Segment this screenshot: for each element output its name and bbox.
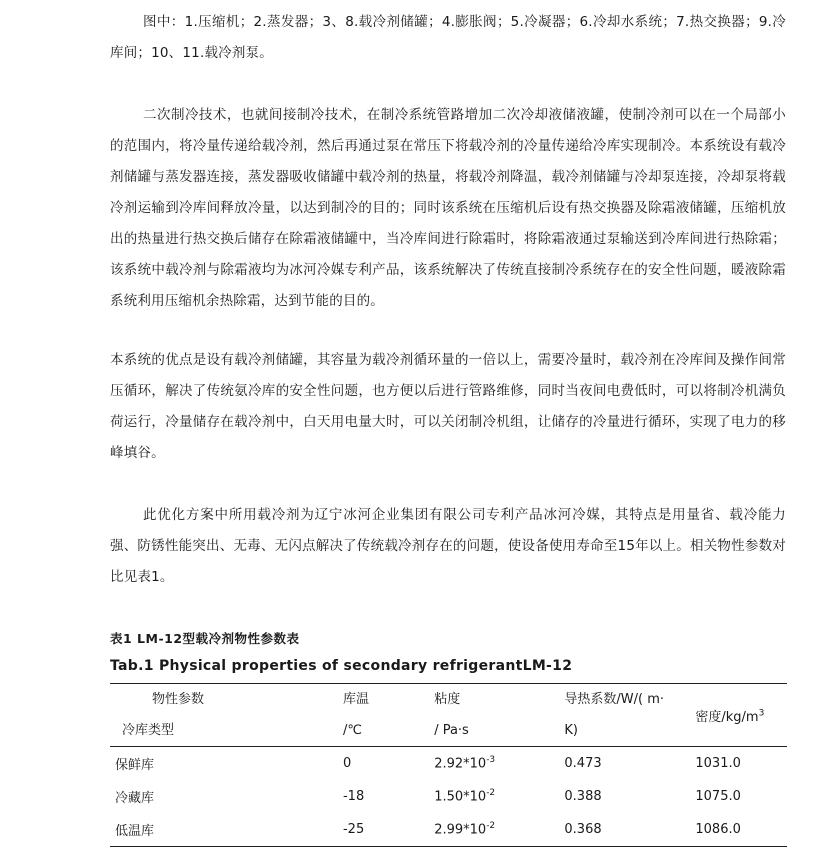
cell-viscosity	[434, 780, 564, 813]
header-temperature-unit: /℃	[342, 723, 362, 738]
viscosity-exponent: -2	[486, 788, 496, 799]
viscosity-exponent: -2	[486, 821, 496, 832]
header-density-label: 密度/kg/m	[695, 709, 759, 725]
header-cold-store-type: 冷库类型	[122, 723, 175, 738]
header-conductivity-label: 导热系数/W/( m·	[564, 692, 665, 707]
header-viscosity-label: 粘度	[434, 692, 461, 707]
table-row	[110, 780, 787, 813]
header-temperature	[343, 684, 434, 747]
table-row	[110, 813, 787, 847]
header-density	[695, 684, 787, 747]
table-title-chinese: 表1 LM-12型载冷剂物性参数表	[110, 631, 300, 646]
viscosity-base: 2.92*10	[434, 756, 487, 772]
cell-density: 1075.0	[695, 789, 741, 804]
viscosity-exponent: -3	[486, 755, 496, 766]
paragraph-secondary-refrigeration: 二次制冷技术，也就间接制冷技术，在制冷系统管路增加二次冷却液储液罐，使制冷剂可以在一个局部小的范围内，将冷量传递给载冷剂，然后再通过泵在常压下将载冷剂的冷量传递给冷库实现制冷。本系统设有载冷剂储罐与蒸发器连接，蒸发器吸收储罐中载冷剂的热量，将载冷剂降温，载冷剂储罐与冷却泵连接，冷却泵将载冷剂运输到冷库间释放冷量，以达到制冷的目的；同时该系统在压缩机后设有热交换器及除霜液储罐，压缩机放出的热量进行热交换后储存在除霜液储罐中，当冷库间进行除霜时，将除霜液通过泵输送到冷库间进行热除霜；该系统中载冷剂与除霜液均为冰河冷媒专利产品，该系统解决了传统直接制冷系统存在的安全性问题，暖液除霜系统利用压缩机余热除霜，达到节能的目的。	[110, 107, 786, 309]
cell-density: 1031.0	[695, 756, 741, 771]
figure-caption: 图中：1.压缩机；2.蒸发器；3、8.载冷剂储罐；4.膨胀阀；5.冷凝器；6.冷却水系统；7.热交换器；9.冷库间；10、11.载冷剂泵。	[110, 14, 786, 61]
cell-temperature: -18	[342, 789, 365, 804]
cell-type: 冷藏库	[115, 791, 155, 806]
cell-temperature: 0	[342, 756, 352, 771]
cell-temperature: -25	[342, 822, 365, 837]
paragraph-system-advantages: 本系统的优点是设有载冷剂储罐，其容量为载冷剂循环量的一倍以上，需要冷量时，载冷剂在冷库间及操作间常压循环，解决了传统氨冷库的安全性问题，也方便以后进行管路维修，同时当夜间电费低时，可以将制冷机满负荷运行，冷量储存在载冷剂中，白天用电量大时，可以关闭制冷机组，让储存的冷量进行循环，实现了电力的移峰填谷。	[110, 352, 786, 461]
header-viscosity-unit: / Pa·s	[434, 723, 469, 738]
properties-table	[110, 683, 787, 847]
header-temperature-label: 库温	[342, 692, 369, 707]
cell-type: 保鲜库	[115, 758, 155, 773]
header-conductivity-unit: K)	[564, 723, 579, 738]
cell-type: 低温库	[115, 824, 155, 839]
table-row	[110, 747, 787, 781]
header-property: 物性参数	[152, 692, 205, 707]
viscosity-base: 1.50*10	[434, 789, 487, 805]
header-viscosity	[434, 684, 564, 747]
cell-conductivity: 0.368	[564, 822, 602, 837]
cell-viscosity	[434, 813, 564, 847]
cell-conductivity: 0.473	[564, 756, 602, 771]
cell-density: 1086.0	[695, 822, 741, 837]
header-conductivity	[564, 684, 695, 747]
viscosity-base: 2.99*10	[434, 822, 487, 838]
table-header-row	[110, 684, 787, 747]
cell-viscosity	[434, 747, 564, 781]
table-title-english: Tab.1 Physical properties of secondary refrigerantLM-12	[110, 658, 573, 674]
cell-conductivity: 0.388	[564, 789, 602, 804]
header-density-exponent: 3	[758, 708, 765, 719]
header-property-type	[110, 684, 343, 747]
paragraph-refrigerant-product: 此优化方案中所用载冷剂为辽宁冰河企业集团有限公司专利产品冰河冷媒，其特点是用量省、载冷能力强、防锈性能突出、无毒、无闪点解决了传统载冷剂存在的问题，使设备使用寿命至15年以上。相关物性参数对比见表1。	[110, 507, 786, 585]
